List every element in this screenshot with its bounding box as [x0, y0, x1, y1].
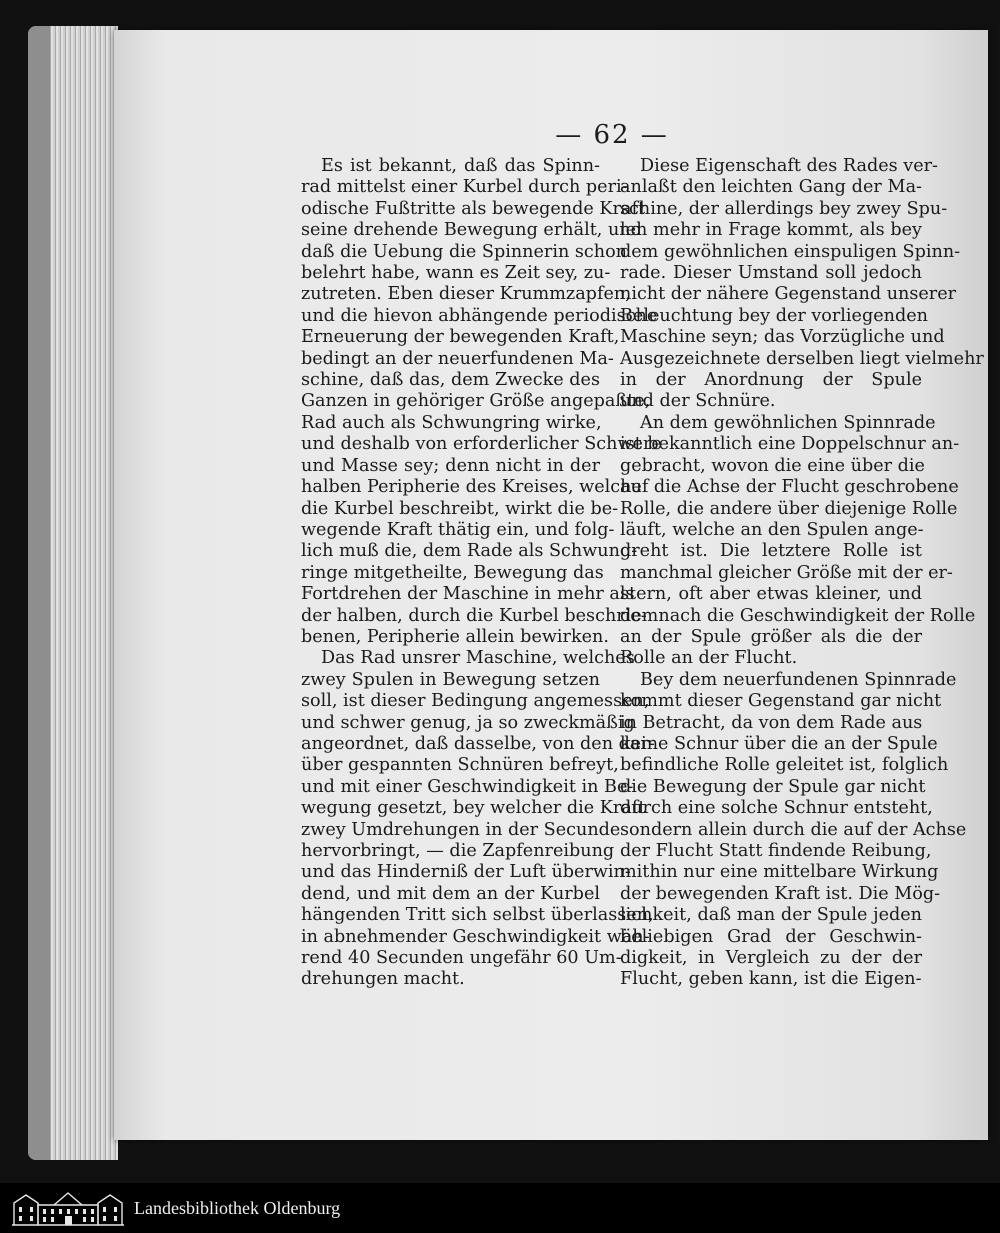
text-line: hervorbringt, — die Zapfenreibung	[301, 841, 615, 861]
text-line: und schwer genug, ja so zweckmäßig	[301, 712, 635, 733]
text-line: angeordnet, daß dasselbe, von den dar-	[301, 733, 655, 754]
text-line: Ganzen in gehöriger Größe angepaßte,	[301, 391, 651, 412]
text-line: stern, oft aber etwas kleiner, und	[620, 584, 922, 605]
text-line: An dem gewöhnlichen Spinnrade	[640, 412, 936, 433]
text-line: dem gewöhnlichen einspuligen Spinn-	[620, 241, 961, 262]
text-line: dreht ist. Die letztere Rolle ist	[620, 541, 922, 562]
text-line: ist bekanntlich eine Doppelschnur an-	[620, 434, 960, 455]
page-number: — 62 —	[555, 120, 669, 150]
text-line: Das Rad unsrer Maschine, welches	[321, 648, 635, 669]
text-line: len mehr in Frage kommt, als bey	[620, 220, 922, 241]
text-line: dend, und mit dem an der Kurbel	[301, 883, 600, 904]
text-line: Fortdrehen der Maschine in mehr als	[301, 584, 635, 605]
text-line: Bey dem neuerfundenen Spinnrade	[640, 669, 957, 690]
text-line: und der Schnüre.	[620, 391, 776, 412]
library-name: Landesbibliothek Oldenburg	[134, 1198, 341, 1218]
text-line: sondern allein durch die auf der Achse	[620, 819, 967, 840]
text-line: demnach die Geschwindigkeit der Rolle	[620, 605, 976, 626]
text-line: befindliche Rolle geleitet ist, folglich	[620, 755, 949, 776]
text-line: kommt dieser Gegenstand gar nicht	[620, 691, 942, 712]
text-line: Ausgezeichnete derselben liegt vielmehr	[620, 348, 984, 369]
footer-bar	[0, 1183, 1000, 1233]
text-line: und die hievon abhängende periodische	[301, 305, 658, 326]
text-line: zutreten. Eben dieser Krummzapfen,	[301, 284, 631, 305]
text-line: soll, ist dieser Bedingung angemessen,	[301, 691, 650, 712]
text-line: wegende Kraft thätig ein, und folg-	[301, 519, 615, 540]
text-line: digkeit, in Vergleich zu der der	[620, 948, 922, 969]
text-line: und das Hinderniß der Luft überwin-	[301, 862, 631, 883]
text-line: rend 40 Secunden ungefähr 60 Um-	[301, 948, 622, 969]
text-line: die Bewegung der Spule gar nicht	[620, 776, 926, 797]
text-line: benen, Peripherie allein bewirken.	[301, 626, 609, 647]
text-line: hängenden Tritt sich selbst überlassen,	[301, 905, 654, 926]
text-line: odische Fußtritte als bewegende Kraft	[301, 198, 646, 219]
text-line: lichkeit, daß man der Spule jeden	[620, 905, 922, 926]
text-line: und deshalb von erforderlicher Schwere	[301, 434, 662, 455]
text-line: gebracht, wovon die eine über die	[620, 455, 925, 476]
text-line: Es ist bekannt, daß das Spinn-	[321, 156, 600, 176]
text-line: nicht der nähere Gegenstand unserer	[620, 284, 957, 305]
text-line: der bewegenden Kraft ist. Die Mög-	[620, 883, 941, 904]
text-line: Maschine seyn; das Vorzügliche und	[620, 327, 945, 348]
text-line: halben Peripherie des Kreises, welche	[301, 477, 642, 498]
text-line: schine, daß das, dem Zwecke des	[301, 370, 600, 391]
text-line: über gespannten Schnüren befreyt,	[301, 755, 619, 776]
text-line: Diese Eigenschaft des Rades ver-	[640, 156, 938, 176]
text-line: lich muß die, dem Rade als Schwung-	[301, 541, 638, 562]
text-line: der Flucht Statt findende Reibung,	[620, 841, 932, 861]
text-line: mithin nur eine mittelbare Wirkung	[620, 862, 939, 883]
text-line: daß die Uebung die Spinnerin schon	[301, 241, 628, 262]
text-line: Rolle, die andere über diejenige Rolle	[620, 498, 958, 519]
text-line: und mit einer Geschwindigkeit in Be-	[301, 776, 634, 797]
text-line: zwey Spulen in Bewegung setzen	[301, 669, 600, 690]
text-line: die Kurbel beschreibt, wirkt die be-	[301, 498, 619, 519]
text-line: und Masse sey; denn nicht in der	[301, 455, 600, 476]
right-text-column	[620, 156, 984, 991]
text-line: Rad auch als Schwungring wirke,	[301, 412, 602, 433]
text-line: zwey Umdrehungen in der Secunde	[301, 819, 621, 840]
text-line: an der Spule größer als die der	[620, 626, 922, 647]
text-line: keine Schnur über die an der Spule	[620, 733, 938, 754]
text-line: schine, der allerdings bey zwey Spu-	[620, 198, 948, 219]
text-line: rad mittelst einer Kurbel durch peri-	[301, 177, 628, 198]
text-line: Beleuchtung bey der vorliegenden	[620, 305, 928, 326]
text-line: drehungen macht.	[301, 969, 465, 990]
text-line: der halben, durch die Kurbel beschrie-	[301, 605, 647, 626]
text-line: seine drehende Bewegung erhält, und	[301, 220, 642, 241]
text-line: Rolle an der Flucht.	[620, 648, 798, 669]
text-line: in der Anordnung der Spule	[620, 370, 922, 391]
text-line: durch eine solche Schnur entsteht,	[620, 798, 933, 819]
text-line: auf die Achse der Flucht geschrobene	[620, 477, 959, 498]
text-line: Erneuerung der bewegenden Kraft,	[301, 327, 620, 348]
text-line: läuft, welche an den Spulen ange-	[620, 519, 924, 540]
text-line: rade. Dieser Umstand soll jedoch	[620, 263, 922, 284]
text-line: in Betracht, da von dem Rade aus	[620, 712, 923, 733]
text-line: manchmal gleicher Größe mit der er-	[620, 562, 953, 583]
text-line: wegung gesetzt, bey welcher die Kraft	[301, 798, 646, 819]
text-line: anlaßt den leichten Gang der Ma-	[620, 177, 922, 198]
text-line: Flucht, geben kann, ist die Eigen-	[620, 969, 922, 990]
text-line: belehrt habe, wann es Zeit sey, zu-	[301, 263, 611, 284]
text-line: in abnehmender Geschwindigkeit wäh-	[301, 926, 650, 947]
left-text-column	[301, 156, 662, 991]
library-building-icon	[10, 1189, 126, 1227]
book-cover	[28, 26, 50, 1160]
text-line: bedingt an der neuerfundenen Ma-	[301, 348, 614, 369]
text-line: ringe mitgetheilte, Bewegung das	[301, 562, 604, 583]
text-line: beliebigen Grad der Geschwin-	[620, 926, 922, 947]
